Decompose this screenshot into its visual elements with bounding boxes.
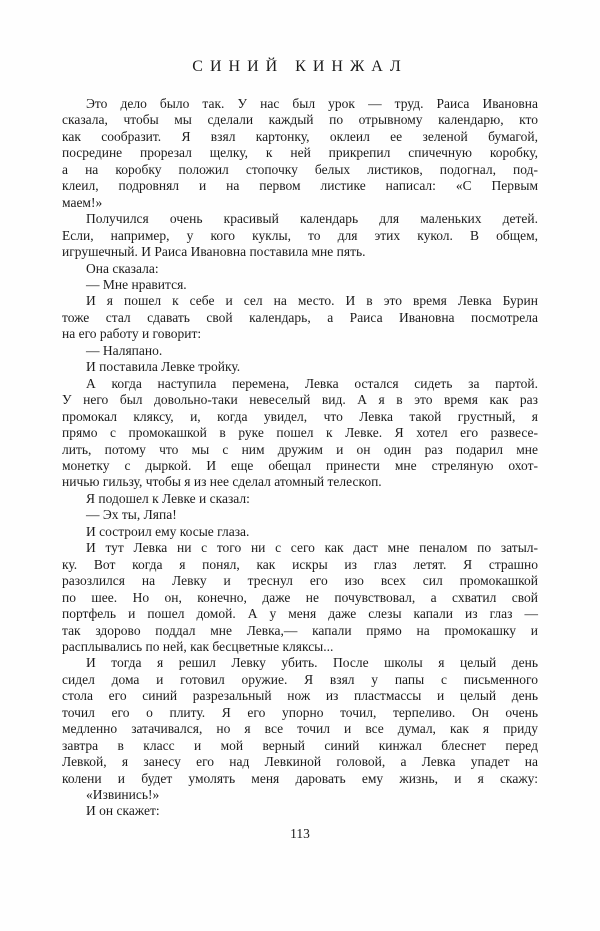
text-line: — Наляпано. [86,342,163,358]
text-line: — Мне нравится. [86,276,187,292]
story-title: СИНИЙ КИНЖАЛ [192,58,408,75]
text-line: посредине прорезал щелку, к ней прикрепил спичечную коробку, [62,145,538,161]
text-line: И он скажет: [86,803,160,819]
text-line: колени и будет умолять меня даровать ему жизнь, и я скажу: [62,770,538,786]
text-line: так здорово поддал мне Левка,— капали прямо на промокашку и [62,622,538,638]
text-line: У него был довольно-таки невеселый вид. А я в это время как раз [62,392,538,408]
text-line: прямо с промокашкой в руке пошел к Левке. Я хотел его развесе- [62,425,538,441]
text-line: сидел дома и готовил оружие. Я взял у папы с письменного [62,671,538,687]
text-line: Я подошел к Левке и сказал: [86,490,250,506]
text-line: Получился очень красивый календарь для маленьких детей. [86,211,538,227]
text-line: точил его о плиту. Я его упорно точил, терпеливо. Он очень [62,704,538,720]
text-line: стола его синий разрезальный нож из пластмассы и целый день [62,688,538,704]
text-line: И тут Левка ни с того ни с сего как даст мне пеналом по затыл- [86,540,538,556]
text-line: портфель и пошел домой. А у меня даже слезы капали из глаз — [62,606,538,622]
page-number: 113 [290,826,310,841]
text-line: ку. Вот когда я понял, как искры из глаз летят. Я страшно [62,556,538,572]
text-line: И состроил ему косые глаза. [86,523,250,539]
text-line: А когда наступила перемена, Левка остался сидеть за партой. [86,375,538,391]
text-line: «Извинись!» [86,787,160,803]
text-line: завтра в класс и мой верный синий кинжал блеснет перед [62,737,538,753]
text-line: И тогда я решил Левку убить. После школы я целый день [86,655,538,671]
text-line: Это дело было так. У нас был урок — труд. Раиса Ивановна [86,96,538,111]
text-line: лить, потому что мы с ним дружим и он один раз подарил мне [62,441,538,457]
text-line: тоже стал сдавать свой календарь, а Раиса Ивановна посмотрела [62,309,538,325]
text-line: И я пошел к себе и сел на место. И в это время Левка Бурин [86,293,538,309]
text-line: клеил, подровнял и на первом листике написал: «С Первым [62,178,538,194]
text-line: Она сказала: [86,260,159,276]
text-line: маем!» [62,194,103,210]
text-line: по шее. Но он, конечно, даже не почувствовал, а схватил свой [62,589,538,605]
text-line: Если, например, у кого куклы, то для этих кукол. В общем, [62,227,538,243]
text-line: медленно затачивался, но я все точил и все думал, как я приду [62,721,538,737]
text-line: расплывались по ней, как бесцветные кляксы... [62,638,334,654]
text-line: монетку с дыркой. И еще обещал принести мне стреляную охот- [62,457,538,473]
text-line: сказала, чтобы мы сделали каждый по отрывному календарю, кто [62,112,538,128]
text-line: — Эх ты, Ляпа! [86,507,177,523]
text-line: игрушечный. И Раиса Ивановна поставила мне пять. [62,244,366,260]
text-line: Левкой, я занесу его над Левкиной головой, а Левка упадет на [62,754,538,770]
story-text [62,96,538,820]
text-line: разозлился на Левку и треснул его изо всех сил промокашкой [62,573,538,589]
text-line: на его работу и говорит: [62,326,202,342]
text-line: промокал кляксу, и, когда увидел, что Левка такой грустный, я [62,408,538,424]
text-line: а на коробку положил стопочку белых листиков, подогнал, под- [62,161,538,177]
text-line: как сообразит. Я взял картонку, оклеил ее зеленой бумагой, [62,128,538,144]
text-line: ничью гильзу, чтобы я из нее сделал атомный телескоп. [62,474,382,490]
text-line: И поставила Левке тройку. [86,359,241,375]
